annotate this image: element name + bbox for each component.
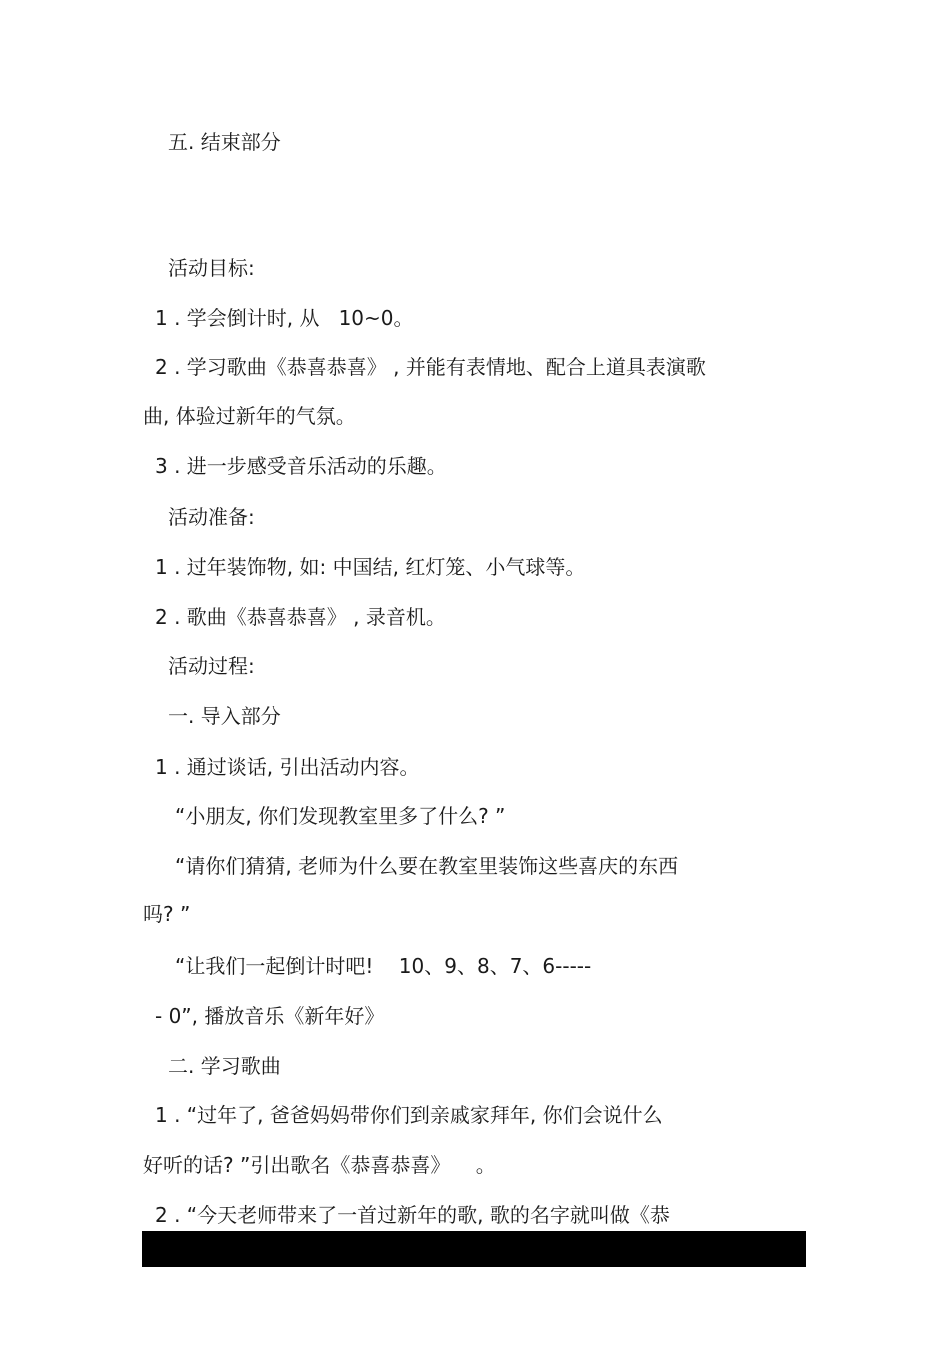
section-heading-intro: 一. 导入部分 <box>168 704 281 728</box>
goal-item-2-continued: 曲, 体验过新年的气氛。 <box>143 404 356 428</box>
goal-item-2: 2 . 学习歌曲《恭喜恭喜》 , 并能有表情地、配合上道具表演歌 <box>155 355 706 379</box>
learn-song-item-2: 2 . “今天老师带来了一首过新年的歌, 歌的名字就叫做《恭 <box>155 1203 670 1227</box>
learn-song-item-1: 1 . “过年了, 爸爸妈妈带你们到亲戚家拜年, 你们会说什么 <box>155 1103 663 1127</box>
heading-activity-process: 活动过程: <box>168 654 255 678</box>
goal-item-3: 3 . 进一步感受音乐活动的乐趣。 <box>155 454 447 478</box>
quote-line-3-continued: - 0”, 播放音乐《新年好》 <box>155 1004 385 1028</box>
quote-line-3: “让我们一起倒计时吧! 10、9、8、7、6----- <box>175 954 592 978</box>
goal-item-1: 1 . 学会倒计时, 从 10~0。 <box>155 306 414 330</box>
section-heading-ending: 五. 结束部分 <box>168 130 281 154</box>
quote-line-1: “小朋友, 你们发现教室里多了什么? ” <box>175 804 506 828</box>
heading-activity-preparation: 活动准备: <box>168 505 255 529</box>
preparation-item-1: 1 . 过年装饰物, 如: 中国结, 红灯笼、小气球等。 <box>155 555 586 579</box>
redaction-bar <box>142 1231 806 1267</box>
section-heading-learn-song: 二. 学习歌曲 <box>168 1054 281 1078</box>
intro-item-1: 1 . 通过谈话, 引出活动内容。 <box>155 755 420 779</box>
heading-activity-goals: 活动目标: <box>168 256 255 280</box>
learn-song-item-1-continued: 好听的话? ”引出歌名《恭喜恭喜》 。 <box>143 1153 496 1177</box>
quote-line-2-continued: 吗? ” <box>143 902 191 926</box>
quote-line-2: “请你们猜猜, 老师为什么要在教室里装饰这些喜庆的东西 <box>175 854 679 878</box>
preparation-item-2: 2 . 歌曲《恭喜恭喜》 , 录音机。 <box>155 605 446 629</box>
